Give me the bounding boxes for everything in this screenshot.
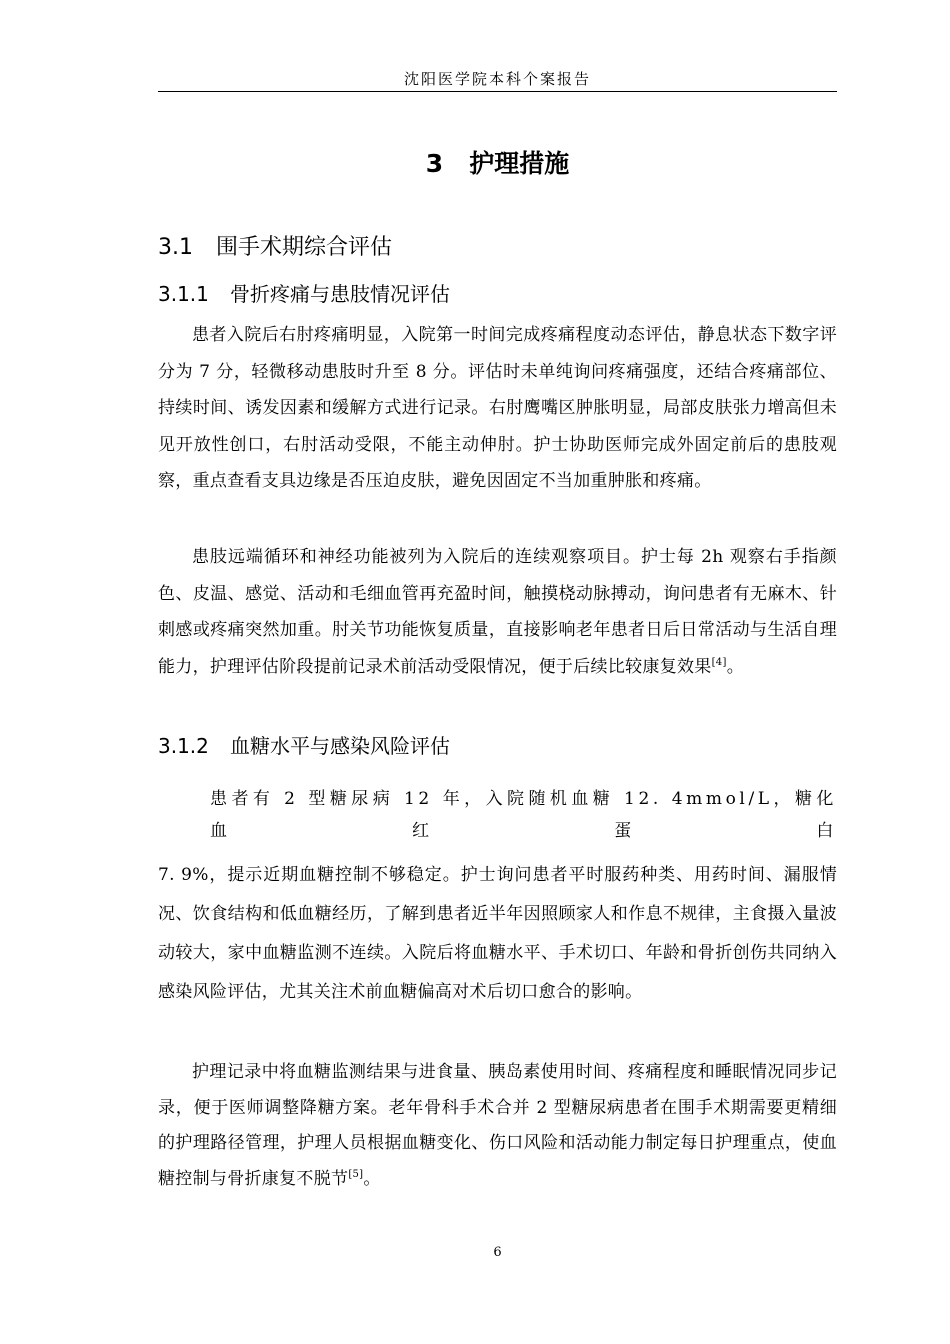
paragraph-glucose-line1 <box>158 783 837 841</box>
page-number: 6 <box>493 1245 502 1260</box>
section-number: 3.1 <box>158 235 193 260</box>
citation-ref: [5] <box>348 1168 364 1180</box>
paragraph-pain-assessment: 患者入院后右肘疼痛明显，入院第一时间完成疼痛程度动态评估，静息状态下数字评分为 7 分，轻微移动患肢时升至 8 分。评估时未单纯询问疼痛强度，还结合疼痛部位、持续时间、诱发因素和缓解方式进行记录。右肘鹰嘴区肿胀明显，局部皮肤张力增高但未见开放性创口，右肘活动受限，不能主动伸肘。护士协助医师完成外固定前后的患肢观察，重点查看支具边缘是否压迫皮肤，避免因固定不当加重肿胀和疼痛。 <box>158 325 837 491</box>
subsection-title: 骨折疼痛与患肢情况评估 <box>230 282 450 306</box>
section-title: 围手术期综合评估 <box>216 235 393 260</box>
paragraph-glucose-assessment: 7. 9%，提示近期血糖控制不够稳定。护士询问患者平时服药种类、用药时间、漏服情况、饮食结构和低血糖经历，了解到患者近半年因照顾家人和作息不规律，主食摄入量波动较大，家中血糖监测不连续。入院后将血糖水平、手术切口、年龄和骨折创伤共同纳入感染风险评估，尤其关注术前血糖偏高对术后切口愈合的影响。 <box>158 865 837 1002</box>
paragraph-end: 。 <box>726 656 744 677</box>
subsection-title: 血糖水平与感染风险评估 <box>230 734 450 758</box>
subsection-heading-3-1-2 <box>158 731 450 761</box>
subsection-heading-3-1-1 <box>158 279 450 309</box>
citation-ref: [4] <box>711 656 727 668</box>
chapter-number: 3 <box>425 149 444 178</box>
running-header: 沈阳医学院本科个案报告 <box>403 70 591 88</box>
section-heading-3-1 <box>158 232 392 264</box>
subsection-number: 3.1.1 <box>158 282 209 306</box>
paragraph-limb-observation <box>158 539 837 685</box>
header-divider <box>158 91 837 92</box>
chapter-title-text: 护理措施 <box>469 149 570 178</box>
paragraph-glucose-records <box>158 1055 837 1197</box>
chapter-title <box>158 144 837 184</box>
subsection-number: 3.1.2 <box>158 734 209 758</box>
paragraph-text: 护理记录中将血糖监测结果与进食量、胰岛素使用时间、疼痛程度和睡眠情况同步记录，便于医师调整降糖方案。老年骨科手术合并 2 型糖尿病患者在围手术期需要更精细的护理路径管理，护理人员根据血糖变化、伤口风险和活动能力制定每日护理重点，使血糖控制与骨折康复不脱节 <box>158 1062 837 1189</box>
paragraph-end: 。 <box>363 1168 381 1189</box>
paragraph-text: 患肢远端循环和神经功能被列为入院后的连续观察项目。护士每 2h 观察右手指颜色、皮温、感觉、活动和毛细血管再充盈时间，触摸桡动脉搏动，询问患者有无麻木、针刺感或疼痛突然加重。肘关节功能恢复质量，直接影响老年患者日后日常活动与生活自理能力，护理评估阶段提前记录术前活动受限情况，便于后续比较康复效果 <box>158 547 837 677</box>
glucose-first-line: 患者有 2 型糖尿病 12 年，入院随机血糖 12. 4mmol/L，糖化血红蛋白 <box>210 789 837 841</box>
